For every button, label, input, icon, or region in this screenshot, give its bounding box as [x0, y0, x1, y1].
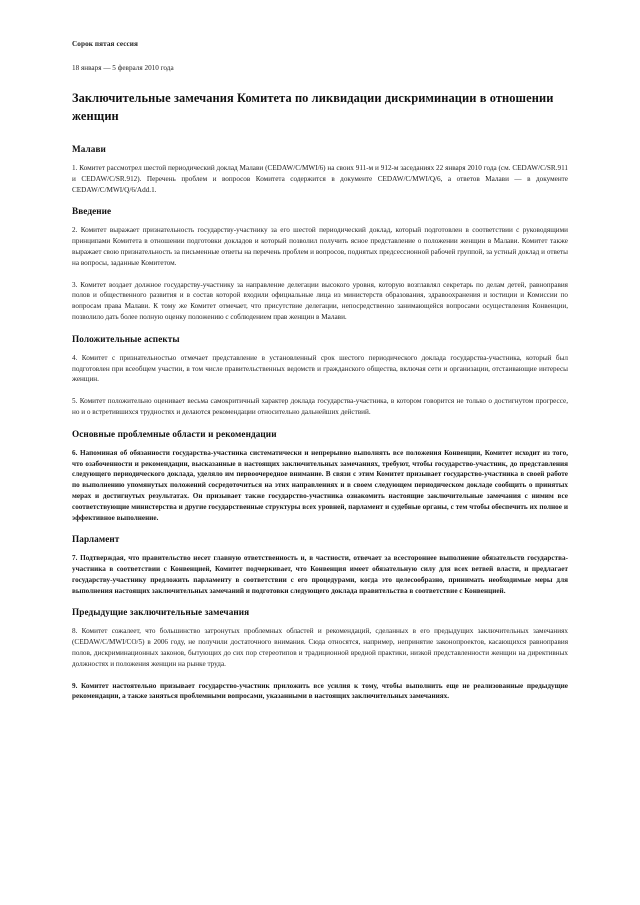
section-heading-positive-aspects: Положительные аспекты — [72, 333, 180, 344]
paragraph-3: 3. Комитет воздает должное государству-участнику за направление делегации высокого уровня, которую возглавлял секретарь по делам детей, равноправия полов и общественного развития и в состав которой входили официальные лица из министерств образования, здравоохранения и юстиции и Комиссии по вопросам права Малави. К тому же Комитет отмечает, что присутствие делегации, непосредственно занимающейся вопросами осуществления Конвенции, позволило дать более полную оценку положению с соблюдением прав женщин в Малави. — [72, 280, 568, 321]
paragraph-6: 6. Напоминая об обязанности государства-участника систематически и непрерывно выполнять все положения Конвенции, Комитет исходит из того, что озабоченности и рекомендации, высказанные в настоящих заключительных замечаниях, требуют, чтобы государство-участник, до представления следующего периодического доклада, уделяло им первоочередное внимание. В связи с этим Комитет призывает государство-участника в своей работе по выполнению упомянутых положений сосредоточиться на этих направлениях и в своем следующем периодическом докладе сообщить о принятых мерах и достигнутых результатах. Он призывает также государство-участника ознакомить настоящие заключительные замечания с нимим все соответствующие министерства и другие государственные структуры всех уровней, парламент и судебные органы, с тем чтобы обеспечить их полное и эффективное выполнение. — [72, 448, 568, 522]
paragraph-5: 5. Комитет положительно оценивает весьма самокритичный характер доклада государства-участника, в котором говорится не только о достигнутом прогрессе, но и о встретившихся трудностях и делаются рекомендации относительно дальнейших действий. — [72, 397, 568, 416]
paragraph-8: 8. Комитет сожалеет, что большинство затронутых проблемных областей и рекомендаций, сделанных в его предыдущих заключительных замечаниях (CEDAW/C/MWI/CO/5) в 2006 году, не получили достаточного внимания. Сюда относятся, например, непринятие законопроектов, касающихся равноправия полов, дискриминационных законов, бытующих до сих пор стереотипов и традиционной вредной практики, низкой представленности женщин на директивных должностях и положения женщин на рынке труда. — [72, 627, 568, 668]
page-title: Заключительные замечания Комитета по ликвидации дискриминации в отношении женщин — [72, 91, 554, 123]
country-heading: Малави — [72, 143, 106, 154]
session-label: Сорок пятая сессия — [72, 40, 139, 48]
paragraph-2: 2. Комитет выражает признательность государству-участнику за его шестой периодический доклад, который подготовлен в соответствии с руководящими принципами Комитета в отношении подготовки докладов и который позволил получить ясное представление о положении женщин в Малави. Комитет также выражает свою признательность за письменные ответы на перечень проблем и вопросов, поднятых предсессионной рабочей группой, за устный доклад и ответы на вопросы, заданные Комитетом. — [72, 226, 568, 267]
section-heading-main-concerns: Основные проблемные области и рекомендации — [72, 428, 277, 439]
session-dates: 18 января — 5 февраля 2010 года — [72, 64, 174, 72]
section-heading-parliament: Парламент — [72, 534, 120, 545]
section-heading-previous-conclusions: Предыдущие заключительные замечания — [72, 607, 250, 618]
paragraph-7: 7. Подтверждая, что правительство несет главную ответственность и, в частности, отвечает за всестороннее выполнение обязательств государства-участника в соответствии с Конвенцией, Комитет подчеркивает, что Конвенция имеет обязательную силу для всех ветвей власти, и предлагает государству-участнику предложить парламенту в соответствии с его процедурами, когда это целесообразно, принимать необходимые меры для выполнения настоящих заключительных замечаний и подготовки следующего доклада правительства в соответствие с Конвенцией. — [72, 554, 568, 595]
section-heading-introduction: Введение — [72, 206, 112, 217]
paragraph-1: 1. Комитет рассмотрел шестой периодический доклад Малави (CEDAW/C/MWI/6) на своих 911-м и 912-м заседаниях 22 января 2010 года (см. CEDAW/C/SR.911 и CEDAW/C/SR.912). Перечень проблем и вопросов Комитета содержится в документе CEDAW/C/MWI/Q/6, а ответов Малави — в документе CEDAW/C/MWI/Q/6/Add.1. — [72, 163, 568, 194]
paragraph-9: 9. Комитет настоятельно призывает государство-участник приложить все усилия к тому, чтобы выполнить еще не реализованные предыдущие рекомендации, а также заняться проблемными вопросами, указанными в настоящих заключительных замечаниях. — [72, 681, 568, 701]
paragraph-4: 4. Комитет с признательностью отмечает представление в установленный срок шестого периодического доклада государства-участника, который был подготовлен при всеобщем участии, в том числе правительственных ведомств и гражданского общества, включая сети и организации, отстаивающие интересы женщин. — [72, 353, 568, 384]
